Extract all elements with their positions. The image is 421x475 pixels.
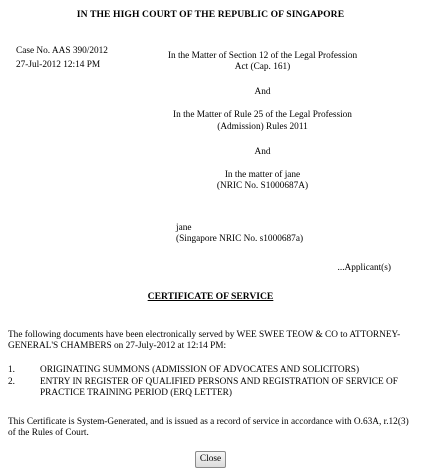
- applicant-role: ...Applicant(s): [337, 263, 391, 273]
- matter-line: (NRIC No. S1000687A): [216, 181, 309, 192]
- and-separator: And: [254, 87, 271, 98]
- list-item-text: ENTRY IN REGISTER OF QUALIFIED PERSONS AND REGISTRATION OF SERVICE OF PRACTICE TRAINING PERIOD (ERQ LETTER): [40, 377, 398, 399]
- actions-bar: [0, 451, 421, 468]
- case-datetime: 27-Jul-2012 12:14 PM: [16, 60, 101, 71]
- matter-admission-rules: [160, 110, 365, 132]
- and-separator: And: [254, 146, 271, 157]
- matter-line: Act (Cap. 161): [234, 62, 291, 73]
- list-item-number: 2.: [8, 377, 15, 388]
- matter-applicant: [160, 170, 365, 192]
- case-info: [16, 46, 146, 74]
- matters-block: [160, 51, 365, 192]
- applicant-name: jane: [176, 223, 192, 233]
- certificate-footer: This Certificate is System-Generated, and is issued as a record of service in accordance with O.63A, r.12(3) of the Rules of Court.: [8, 417, 409, 439]
- case-number: Case No. AAS 390/2012: [16, 46, 108, 56]
- certificate-title: CERTIFICATE OF SERVICE: [147, 291, 274, 302]
- matter-legal-profession-act: [160, 51, 365, 73]
- matter-line: In the matter of jane: [224, 169, 301, 180]
- matter-line: (Admission) Rules 2011: [217, 121, 308, 132]
- matter-line: In the Matter of Rule 25 of the Legal Profession: [173, 110, 352, 121]
- court-title: IN THE HIGH COURT OF THE REPUBLIC OF SINGAPORE: [76, 9, 345, 20]
- served-documents-list: [8, 365, 413, 400]
- list-item-text: ORIGINATING SUMMONS (ADMISSION OF ADVOCATES AND SOLICITORS): [40, 365, 360, 375]
- list-item-number: 1.: [8, 365, 15, 375]
- list-item: [8, 377, 413, 399]
- service-intro: The following documents have been electronically served by WEE SWEE TEOW & CO to ATTORNEY-GENERAL'S CHAMBERS on 27-July-2012 at 12:14 PM:: [8, 330, 401, 352]
- matter-line: In the Matter of Section 12 of the Legal Profession: [167, 51, 358, 61]
- applicant-nric: (Singapore NRIC No. s1000687a): [176, 234, 304, 245]
- applicant-block: [176, 223, 396, 245]
- close-button[interactable]: Close: [195, 451, 226, 468]
- list-item: [8, 365, 413, 376]
